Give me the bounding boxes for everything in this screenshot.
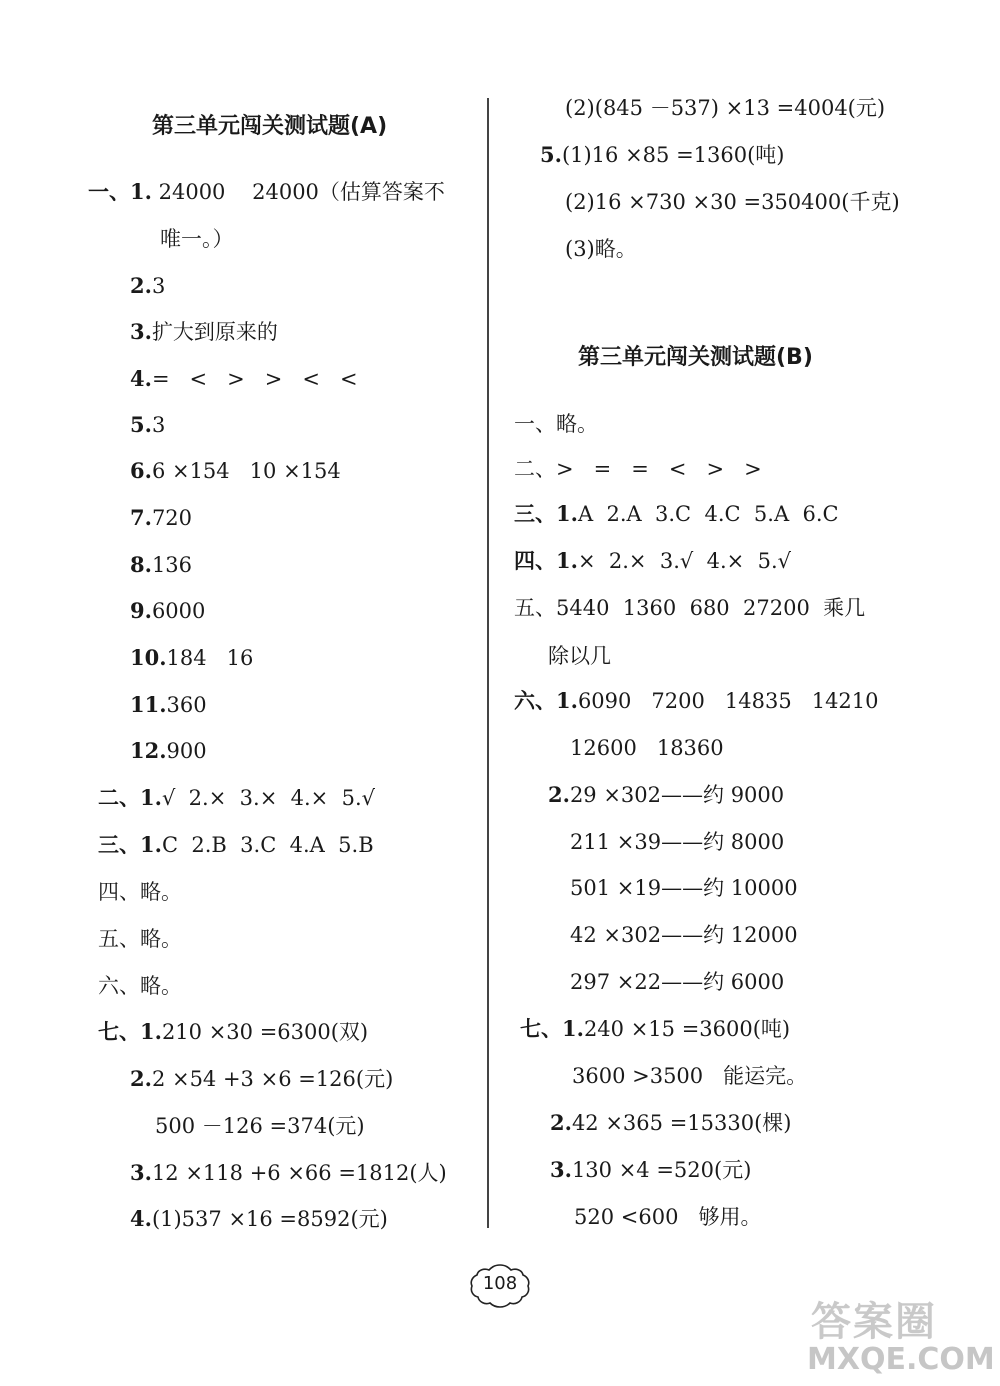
answer-line: 4.= < > > < <: [130, 366, 358, 391]
answer-line: 6.6 ×154 10 ×154: [130, 458, 341, 483]
watermark-bottom: MXQE.COM: [807, 1342, 995, 1377]
answer-line: 3.130 ×4 =520(元): [550, 1157, 752, 1182]
right-title: 第三单元闯关测试题(B): [578, 345, 813, 370]
answer-line: 9.6000: [130, 598, 206, 623]
page-number: 108: [482, 1273, 518, 1294]
answer-line: 二、> = = < > >: [514, 457, 762, 481]
answer-line: 501 ×19——约 10000: [570, 876, 798, 900]
answer-line: 297 ×22——约 6000: [570, 970, 785, 994]
answer-line: 10.184 16: [130, 645, 254, 670]
column-divider: [487, 98, 489, 1228]
answer-line: 11.360: [130, 692, 207, 717]
answer-line: 2.42 ×365 =15330(棵): [550, 1110, 792, 1135]
answer-line: 四、略。: [98, 880, 182, 904]
answer-line: 12.900: [130, 738, 207, 763]
answer-line: 五、5440 1360 680 27200 乘几: [514, 596, 866, 620]
answer-line: 四、1.× 2.× 3.√ 4.× 5.√: [514, 548, 792, 573]
answer-line: 211 ×39——约 8000: [570, 830, 785, 854]
answer-line: 5.3: [130, 412, 166, 437]
answer-line: (2)(845 －537) ×13 =4004(元): [565, 96, 886, 120]
answer-line: 12600 18360: [570, 736, 724, 760]
answer-line: 二、1.√ 2.× 3.× 4.× 5.√: [98, 785, 376, 810]
answer-line: 一、1. 24000 24000（估算答案不: [88, 179, 445, 204]
answer-line: (3)略。: [565, 237, 637, 261]
answer-line: 7.720: [130, 505, 193, 530]
answer-line: 500 －126 =374(元): [155, 1114, 365, 1138]
answer-line: 2.3: [130, 273, 166, 298]
answer-line: 2.2 ×54 +3 ×6 =126(元): [130, 1066, 394, 1091]
answer-line: 42 ×302——约 12000: [570, 923, 798, 947]
answer-line: 七、1.210 ×30 =6300(双): [98, 1019, 369, 1044]
answer-line: 2.29 ×302——约 9000: [548, 782, 785, 807]
watermark-logo: [805, 1290, 995, 1382]
answer-line: 8.136: [130, 552, 193, 577]
answer-line: 5.(1)16 ×85 =1360(吨): [540, 142, 785, 167]
answer-line: 七、1.240 ×15 =3600(吨): [520, 1016, 791, 1041]
answer-line: 三、1.C 2.B 3.C 4.A 5.B: [98, 832, 374, 857]
watermark-top: 答案圈: [811, 1299, 937, 1345]
answer-line: 六、1.6090 7200 14835 14210: [514, 688, 879, 713]
answer-line: 3.扩大到原来的: [130, 319, 278, 344]
left-title: 第三单元闯关测试题(A): [152, 114, 388, 139]
answer-line: 三、1.A 2.A 3.C 4.C 5.A 6.C: [514, 501, 839, 526]
answer-line: 3.12 ×118 +6 ×66 =1812(人): [130, 1160, 447, 1185]
answer-line: (2)16 ×730 ×30 =350400(千克): [565, 190, 900, 214]
answer-line: 520 <600 够用。: [574, 1205, 762, 1229]
answer-line: 一、略。: [514, 412, 598, 436]
answer-line: 4.(1)537 ×16 =8592(元): [130, 1206, 388, 1231]
answer-line: 唯一。）: [160, 227, 234, 251]
answer-line: 五、略。: [98, 927, 182, 951]
answer-line: 除以几: [548, 644, 611, 668]
page-number-badge: [468, 1262, 532, 1308]
answer-line: 3600 >3500 能运完。: [572, 1064, 808, 1088]
answer-line: 六、略。: [98, 974, 182, 998]
